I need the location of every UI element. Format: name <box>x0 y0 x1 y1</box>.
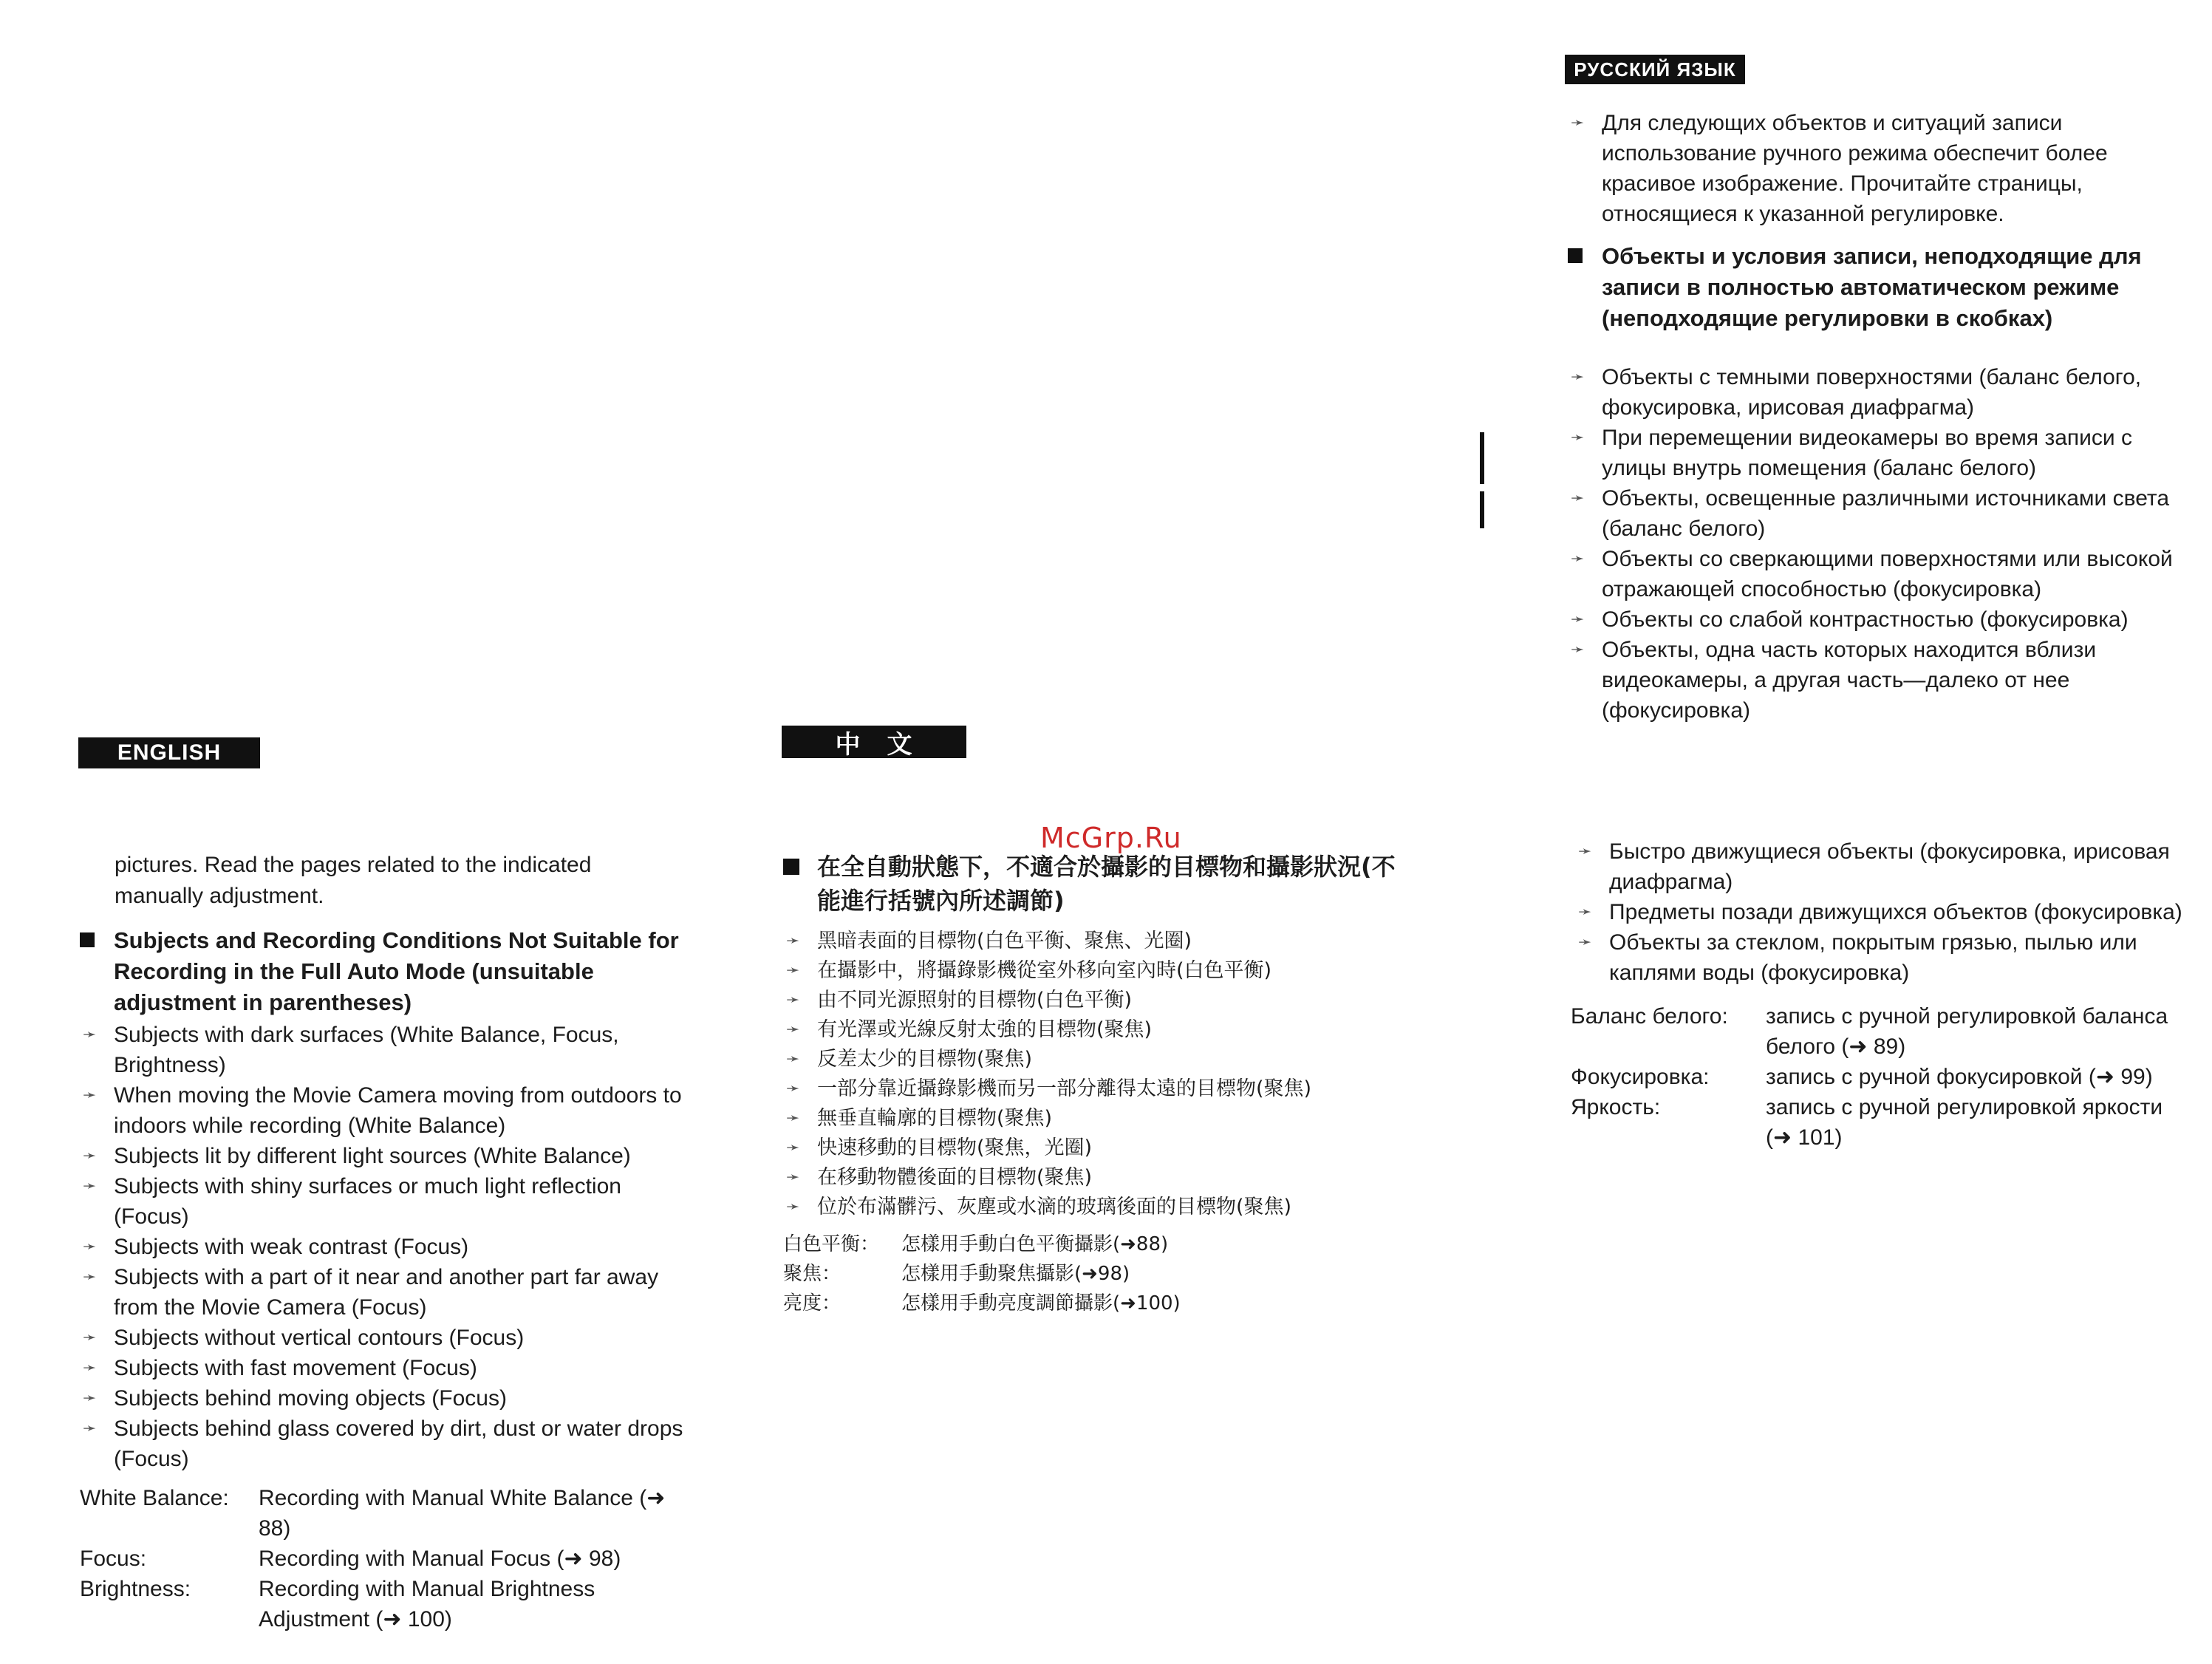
list-item-text: When moving the Movie Camera moving from outdoors to indoors while recording (White Balance) <box>114 1083 682 1138</box>
english-intro-line: pictures. Read the pages related to the indicated <box>115 853 592 877</box>
pointer-arrow-icon: ➛ <box>83 1238 97 1256</box>
pointer-arrow-icon: ➛ <box>1571 114 1585 132</box>
reference-value: 怎樣用手動聚焦攝影(➜98) <box>901 1263 1130 1285</box>
list-item <box>783 1104 1404 1133</box>
pointer-arrow-icon: ➛ <box>83 1177 97 1196</box>
pointer-arrow-icon: ➛ <box>1571 489 1585 508</box>
list-item-text: Объекты за стеклом, покрытым грязью, пылью или каплями воды (фокусировка) <box>1609 930 2137 985</box>
list-item <box>80 1383 686 1414</box>
list-item <box>783 1015 1404 1045</box>
russian-bullets-bottom-block <box>1571 836 2188 1153</box>
reference-key: 亮度： <box>783 1292 842 1315</box>
english-section <box>80 925 686 1634</box>
list-item <box>783 956 1404 986</box>
list-item-text: Subjects with weak contrast (Focus) <box>114 1235 469 1259</box>
reference-value: 怎樣用手動白色平衡攝影(➜88) <box>901 1233 1169 1255</box>
pointer-arrow-icon: ➛ <box>786 1198 800 1216</box>
pointer-arrow-icon: ➛ <box>1571 610 1585 629</box>
pointer-arrow-icon: ➛ <box>83 1359 97 1377</box>
reference-key: Яркость: <box>1571 1095 1661 1119</box>
watermark-text: McGrp.Ru <box>1040 822 1182 854</box>
list-item-text: Subjects behind glass covered by dirt, dust or water drops (Focus) <box>114 1416 683 1471</box>
list-item-text: 無垂直輪廓的目標物(聚焦) <box>817 1107 1053 1130</box>
pointer-arrow-icon: ➛ <box>1578 903 1592 921</box>
pointer-arrow-icon: ➛ <box>1578 933 1592 952</box>
russian-intro-block <box>1568 108 2181 229</box>
list-item <box>80 1171 686 1232</box>
reference-row <box>783 1259 1404 1289</box>
list-item-text: 有光澤或光線反射太強的目標物(聚焦) <box>817 1018 1153 1041</box>
russian-section-title <box>1568 241 2181 334</box>
chinese-reference-table <box>783 1230 1404 1318</box>
pointer-arrow-icon: ➛ <box>786 1168 800 1187</box>
square-bullet-icon <box>783 859 799 875</box>
list-item-text: Объекты, одна часть которых находится вблизи видеокамеры, а другая часть—далеко от нее (фокусировка) <box>1602 638 2097 723</box>
list-item <box>783 1163 1404 1193</box>
pointer-arrow-icon: ➛ <box>786 1109 800 1128</box>
list-item <box>80 1232 686 1262</box>
margin-mark-bottom <box>1480 491 1484 528</box>
russian-language-badge: РУССКИЙ ЯЗЫК <box>1565 55 1745 84</box>
english-section-title <box>80 925 686 1018</box>
reference-row <box>1571 1062 2188 1092</box>
russian-intro-list <box>1568 108 2181 229</box>
list-item-text: 反差太少的目標物(聚焦) <box>817 1048 1033 1071</box>
pointer-arrow-icon: ➛ <box>786 932 800 950</box>
pointer-arrow-icon: ➛ <box>83 1147 97 1165</box>
pointer-arrow-icon: ➛ <box>83 1419 97 1438</box>
reference-value: запись с ручной фокусировкой (➜ 99) <box>1766 1065 2153 1089</box>
english-bullet-list <box>80 1020 686 1474</box>
pointer-arrow-icon: ➛ <box>786 961 800 980</box>
reference-value: запись с ручной регулировкой яркости (➜ 101) <box>1766 1095 2163 1150</box>
english-language-badge: ENGLISH <box>78 737 260 768</box>
reference-key: Фокусировка: <box>1571 1065 1710 1089</box>
list-item-text: 一部分靠近攝錄影機而另一部分離得太遠的目標物(聚焦) <box>817 1077 1312 1100</box>
russian-intro-text: Для следующих объектов и ситуаций записи использование ручного режима обеспечит более красивое изображение. Прочитайте страницы, относящиеся к указанной регулировке. <box>1602 111 2108 226</box>
list-item <box>783 927 1404 956</box>
pointer-arrow-icon: ➛ <box>786 1080 800 1098</box>
reference-row <box>783 1289 1404 1318</box>
list-item-text: Subjects without vertical contours (Focus) <box>114 1326 525 1350</box>
list-item-text: 黑暗表面的目標物(白色平衡、聚焦、光圈) <box>817 930 1192 952</box>
list-item <box>1575 927 2188 988</box>
list-item <box>80 1020 686 1080</box>
list-item <box>1568 108 2181 229</box>
list-item-text: 快速移動的目標物(聚焦，光圈) <box>817 1136 1093 1159</box>
list-item <box>1568 544 2181 604</box>
reference-key: Баланс белого: <box>1571 1004 1728 1029</box>
russian-bullet-list-bottom <box>1575 836 2188 988</box>
square-bullet-icon <box>1568 248 1583 263</box>
list-item <box>783 1045 1404 1074</box>
list-item <box>783 1074 1404 1104</box>
chinese-section <box>783 850 1404 1318</box>
list-item-text: Subjects with fast movement (Focus) <box>114 1356 477 1380</box>
reference-key: Focus: <box>80 1547 147 1571</box>
chinese-section-title <box>783 850 1404 918</box>
list-item-text: 位於布滿髒污、灰塵或水滴的玻璃後面的目標物(聚焦) <box>817 1196 1292 1218</box>
russian-section-title-text: Объекты и условия записи, неподходящие для записи в полностью автоматическом режиме (неподходящие регулировки в скобках) <box>1602 243 2142 331</box>
list-item <box>1568 423 2181 483</box>
reference-row <box>1571 1092 2188 1153</box>
list-item-text: Объекты с темными поверхностями (баланс белого, фокусировка, ирисовая диафрагма) <box>1602 365 2142 420</box>
list-item <box>1575 897 2188 927</box>
list-item-text: Предметы позади движущихся объектов (фокусировка) <box>1609 900 2182 924</box>
pointer-arrow-icon: ➛ <box>786 991 800 1009</box>
pointer-arrow-icon: ➛ <box>83 1329 97 1347</box>
pointer-arrow-icon: ➛ <box>83 1268 97 1286</box>
reference-row <box>783 1230 1404 1259</box>
russian-section <box>1568 241 2181 334</box>
list-item <box>783 1133 1404 1163</box>
english-intro-line: manually adjustment. <box>115 884 324 908</box>
pointer-arrow-icon: ➛ <box>1578 842 1592 861</box>
reference-value: Recording with Manual Brightness Adjustment (➜ 100) <box>259 1577 595 1631</box>
list-item-text: Subjects with shiny surfaces or much light reflection (Focus) <box>114 1174 621 1229</box>
square-bullet-icon <box>80 932 95 947</box>
list-item <box>80 1414 686 1474</box>
english-reference-table <box>80 1483 686 1634</box>
list-item <box>1568 604 2181 635</box>
list-item <box>80 1262 686 1323</box>
pointer-arrow-icon: ➛ <box>1571 368 1585 386</box>
pointer-arrow-icon: ➛ <box>786 1139 800 1157</box>
pointer-arrow-icon: ➛ <box>1571 429 1585 447</box>
list-item-text: При перемещении видеокамеры во время записи с улицы внутрь помещения (баланс белого) <box>1602 426 2132 480</box>
pointer-arrow-icon: ➛ <box>83 1026 97 1044</box>
reference-key: Brightness: <box>80 1577 191 1601</box>
reference-row <box>80 1544 686 1574</box>
list-item-text: Subjects lit by different light sources (White Balance) <box>114 1144 631 1168</box>
list-item-text: Объекты со слабой контрастностью (фокусировка) <box>1602 607 2129 632</box>
list-item-text: Subjects with dark surfaces (White Balance, Focus, Brightness) <box>114 1023 619 1077</box>
list-item-text: Subjects with a part of it near and another part far away from the Movie Camera (Focus) <box>114 1265 659 1320</box>
list-item <box>1568 362 2181 423</box>
pointer-arrow-icon: ➛ <box>786 1050 800 1068</box>
chinese-language-badge: 中 文 <box>782 726 966 758</box>
russian-reference-table <box>1571 1001 2188 1153</box>
list-item-text: 在攝影中，將攝錄影機從室外移向室內時(白色平衡) <box>817 959 1272 982</box>
list-item <box>80 1353 686 1383</box>
pointer-arrow-icon: ➛ <box>1571 641 1585 659</box>
margin-mark-top <box>1480 432 1484 484</box>
list-item <box>80 1080 686 1141</box>
list-item-text: Быстро движущиеся объекты (фокусировка, ирисовая диафрагма) <box>1609 839 2170 894</box>
reference-value: Recording with Manual White Balance (➜ 88) <box>259 1486 666 1541</box>
chinese-section-title-text: 在全自動狀態下，不適合於攝影的目標物和攝影狀況(不能進行括號內所述調節) <box>817 853 1396 915</box>
chinese-bullet-list <box>783 927 1404 1222</box>
reference-key: 白色平衡： <box>783 1233 880 1255</box>
english-section-title-text: Subjects and Recording Conditions Not Suitable for Recording in the Full Auto Mode (unsuitable adjustment in parentheses) <box>114 927 679 1015</box>
list-item <box>80 1141 686 1171</box>
list-item <box>80 1323 686 1353</box>
list-item <box>783 1193 1404 1222</box>
reference-row <box>80 1574 686 1634</box>
reference-key: 聚焦： <box>783 1263 842 1285</box>
list-item <box>1575 836 2188 897</box>
list-item <box>783 986 1404 1015</box>
pointer-arrow-icon: ➛ <box>1571 550 1585 568</box>
reference-value: запись с ручной регулировкой баланса белого (➜ 89) <box>1766 1004 2168 1059</box>
list-item-text: Объекты со сверкающими поверхностями или высокой отражающей способностью (фокусировка) <box>1602 547 2173 601</box>
reference-row <box>1571 1001 2188 1062</box>
pointer-arrow-icon: ➛ <box>83 1389 97 1408</box>
russian-bullet-list-top <box>1568 362 2181 726</box>
list-item-text: Subjects behind moving objects (Focus) <box>114 1386 507 1411</box>
list-item <box>1568 635 2181 726</box>
list-item-text: Объекты, освещенные различными источниками света (баланс белого) <box>1602 486 2170 541</box>
reference-row <box>80 1483 686 1544</box>
russian-bullets-top-block <box>1568 362 2181 770</box>
reference-value: 怎樣用手動亮度調節攝影(➜100) <box>901 1292 1181 1315</box>
list-item-text: 由不同光源照射的目標物(白色平衡) <box>817 989 1133 1012</box>
english-intro <box>115 850 683 912</box>
list-item-text: 在移動物體後面的目標物(聚焦) <box>817 1166 1093 1189</box>
reference-value: Recording with Manual Focus (➜ 98) <box>259 1547 621 1571</box>
reference-key: White Balance: <box>80 1486 229 1510</box>
pointer-arrow-icon: ➛ <box>786 1020 800 1039</box>
pointer-arrow-icon: ➛ <box>83 1086 97 1105</box>
list-item <box>1568 483 2181 544</box>
